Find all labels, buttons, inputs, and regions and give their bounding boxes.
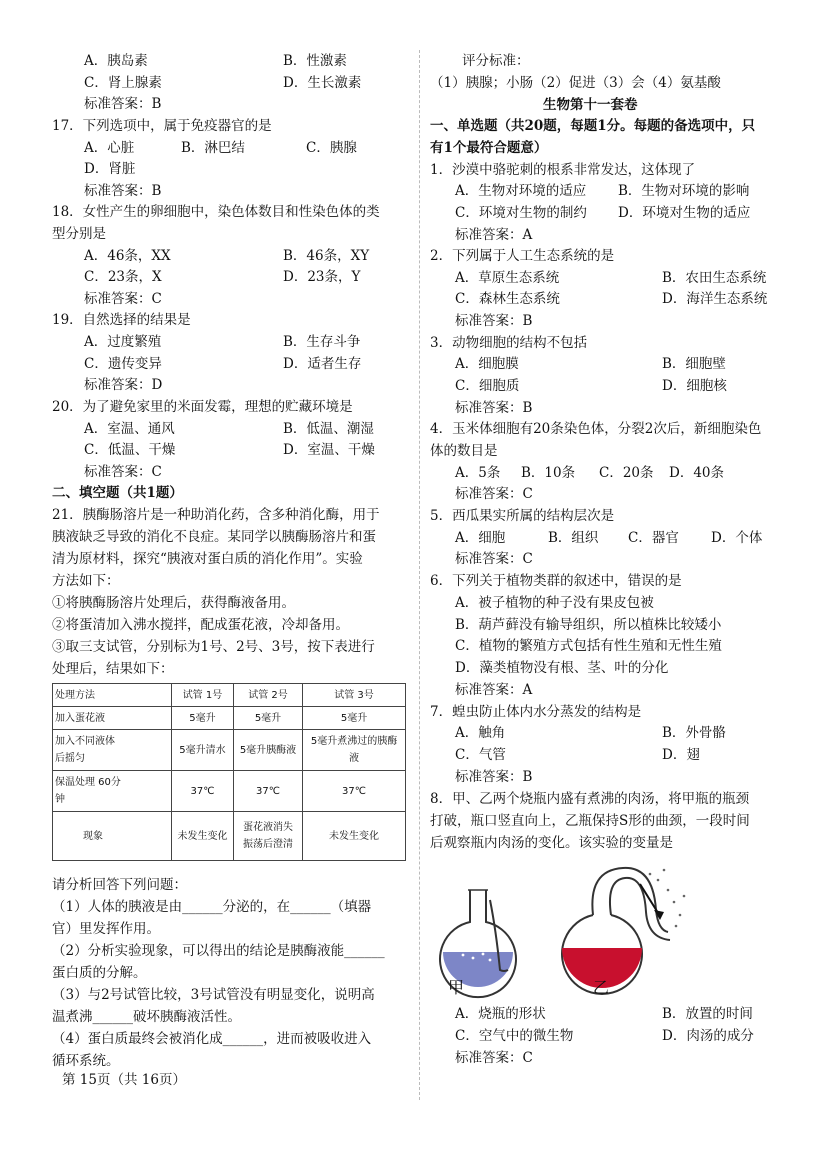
- section-single-choice-line2: 有1个最符合题意）: [430, 140, 548, 156]
- r-q4-option-d: D．40条: [669, 465, 725, 481]
- table-cell-text: 液: [349, 753, 360, 764]
- table-cell-text: 5毫升煮沸过的胰酶: [310, 736, 398, 747]
- figure-label-yi: 乙: [593, 978, 610, 997]
- q21-part1-line1: （1）人体的胰液是由______分泌的，在______（填器: [52, 899, 372, 915]
- table-cell-text: 振荡后澄清: [243, 839, 293, 850]
- r-q7-option-c: C．气管: [455, 747, 506, 763]
- q18-option-a: A．46条，XX: [84, 248, 171, 264]
- q21-prompt: 请分析回答下列问题：: [52, 877, 187, 893]
- table-row: [53, 771, 406, 812]
- r-q7-option-a: A．触角: [455, 725, 506, 741]
- q21-part2-line2: 蛋白质的分解。: [52, 965, 147, 981]
- r-q8-stem-line2: 打破，瓶口竖直向上，乙瓶保持S形的曲颈，一段时间: [430, 813, 750, 829]
- q20-option-a: A．室温、通风: [84, 421, 175, 437]
- q21-intro-line4: 方法如下：: [52, 573, 120, 589]
- q18-option-b: B．46条，XY: [283, 248, 370, 264]
- table-cell: 未发生变化: [172, 812, 234, 861]
- r-q8-option-d: D．肉汤的成分: [662, 1028, 754, 1044]
- r-q4-answer: 标准答案：C: [455, 486, 533, 502]
- table-cell-text: 蛋花液消失: [243, 822, 293, 833]
- q19-option-d: D．适者生存: [283, 356, 362, 372]
- q21-part3-line2: 温煮沸______破坏胰酶液活性。: [52, 1009, 241, 1025]
- r-q4-stem-line1: 4．玉米体细胞有20条染色体，分裂2次后，新细胞染色: [430, 421, 762, 437]
- flask-yi: [562, 868, 685, 994]
- r-q2-option-b: B．农田生态系统: [662, 270, 767, 286]
- q16-answer: 标准答案：B: [84, 96, 162, 112]
- table-header-cell: 试管 3号: [303, 684, 406, 707]
- table-cell-text: 钟: [55, 794, 65, 805]
- q21-step1: ①将胰酶肠溶片处理后，获得酶液备用。: [52, 595, 295, 611]
- q21-intro-line2: 胰液缺乏导致的消化不良症。某同学以胰酶肠溶片和蛋: [52, 529, 376, 545]
- r-q8-option-b: B．放置的时间: [662, 1006, 753, 1022]
- table-cell: 未发生变化: [303, 812, 406, 861]
- q16-option-d: D．生长激素: [283, 75, 362, 91]
- q20-option-d: D．室温、干燥: [283, 442, 375, 458]
- r-q2-option-c: C．森林生态系统: [455, 291, 560, 307]
- r-q8-answer: 标准答案：C: [455, 1050, 533, 1066]
- table-cell-text: 保温处理 60分: [55, 777, 121, 788]
- q20-option-b: B．低温、潮湿: [283, 421, 374, 437]
- r-q5-answer: 标准答案：C: [455, 551, 533, 567]
- r-q5-stem: 5．西瓜果实所属的结构层次是: [430, 508, 615, 524]
- q21-part2-line1: （2）分析实验现象，可以得出的结论是胰酶液能______: [52, 943, 385, 959]
- q16-option-b: B．性激素: [283, 53, 347, 69]
- q18-option-c: C．23条，X: [84, 269, 162, 285]
- table-cell-text: 后摇匀: [55, 753, 85, 764]
- q21-intro-line1: 21．胰酶肠溶片是一种助消化药，含多种消化酶，用于: [52, 507, 380, 523]
- r-q8-option-c: C．空气中的微生物: [455, 1028, 574, 1044]
- table-cell: [303, 730, 406, 771]
- r-q1-option-b: B．生物对环境的影响: [618, 183, 750, 199]
- r-q7-answer: 标准答案：B: [455, 769, 533, 785]
- r-q4-option-a: A．5条: [455, 465, 501, 481]
- r-q4-option-c: C．20条: [599, 465, 654, 481]
- r-q3-answer: 标准答案：B: [455, 400, 533, 416]
- table-header-cell: 试管 2号: [233, 684, 302, 707]
- r-q4-stem-line2: 体的数目是: [430, 443, 498, 459]
- r-q6-option-c: C．植物的繁殖方式包括有性生殖和无性生殖: [455, 638, 722, 654]
- q20-stem: 20．为了避免家里的米面发霉，理想的贮藏环境是: [52, 399, 353, 415]
- r-q3-option-c: C．细胞质: [455, 378, 520, 394]
- r-q2-option-d: D．海洋生态系统: [662, 291, 768, 307]
- table-cell: 现象: [53, 812, 172, 861]
- r-q7-stem: 7．蝗虫防止体内水分蒸发的结构是: [430, 704, 642, 720]
- table-cell-text: 加入不同液体: [55, 736, 115, 747]
- q21-step2: ②将蛋清加入沸水搅拌，配成蛋花液，冷却备用。: [52, 617, 349, 633]
- table-cell: 5毫升: [303, 707, 406, 730]
- r-q2-answer: 标准答案：B: [455, 313, 533, 329]
- table-cell: [53, 730, 172, 771]
- q17-stem: 17．下列选项中，属于免疫器官的是: [52, 118, 272, 134]
- r-q1-option-c: C．环境对生物的制约: [455, 205, 587, 221]
- table-row: [53, 730, 406, 771]
- q16-option-c: C．肾上腺素: [84, 75, 162, 91]
- r-q5-option-d: D．个体: [711, 530, 763, 546]
- q20-option-c: C．低温、干燥: [84, 442, 176, 458]
- page-footer: 第 15页（共 16页）: [62, 1072, 186, 1088]
- table-cell: 5毫升: [172, 707, 234, 730]
- q17-option-d: D．肾脏: [84, 161, 136, 177]
- r-q3-stem: 3．动物细胞的结构不包括: [430, 335, 588, 351]
- flask-experiment-figure: [428, 860, 698, 1000]
- table-cell: 37℃: [233, 771, 302, 812]
- q19-option-b: B．生存斗争: [283, 334, 361, 350]
- q21-step3-line2: 处理后，结果如下：: [52, 661, 174, 677]
- r-q8-option-a: A．烧瓶的形状: [455, 1006, 546, 1022]
- figure-label-jia: 甲: [448, 978, 465, 997]
- column-divider: [419, 50, 421, 1100]
- r-q2-stem: 2．下列属于人工生态系统的是: [430, 248, 615, 264]
- q20-answer: 标准答案：C: [84, 464, 162, 480]
- q18-stem-line1: 18．女性产生的卵细胞中，染色体数目和性染色体的类: [52, 204, 380, 220]
- q21-part3-line1: （3）与2号试管比较，3号试管没有明显变化，说明高: [52, 987, 375, 1003]
- table-cell: 37℃: [172, 771, 234, 812]
- table-row: [53, 707, 406, 730]
- r-q5-option-b: B．组织: [548, 530, 599, 546]
- q21-intro-line3: 清为原材料，探究“胰液对蛋白质的消化作用”。实验: [52, 551, 363, 567]
- table-cell: [53, 771, 172, 812]
- set-title: 生物第十一套卷: [543, 97, 638, 113]
- r-q5-option-a: A．细胞: [455, 530, 506, 546]
- r-q3-option-a: A．细胞膜: [455, 356, 519, 372]
- r-q3-option-d: D．细胞核: [662, 378, 727, 394]
- q21-part4-line2: 循环系统。: [52, 1053, 120, 1069]
- r-q1-option-a: A．生物对环境的适应: [455, 183, 587, 199]
- air-arrow-head-icon: [654, 910, 664, 920]
- r-q2-option-a: A．草原生态系统: [455, 270, 560, 286]
- r-q6-option-a: A．被子植物的种子没有果皮包被: [455, 595, 654, 611]
- q18-answer: 标准答案：C: [84, 291, 162, 307]
- criteria-text: （1）胰腺；小肠（2）促进（3）会（4）氨基酸: [430, 75, 721, 91]
- r-q4-option-b: B．10条: [521, 465, 576, 481]
- criteria-label: 评分标准：: [462, 53, 530, 69]
- q21-part1-line2: 官）里发挥作用。: [52, 921, 160, 937]
- q21-step3-line1: ③取三支试管，分别标为1号、2号、3号，按下表进行: [52, 639, 375, 655]
- q16-option-a: A．胰岛素: [84, 53, 148, 69]
- experiment-table: [52, 683, 406, 861]
- r-q1-stem: 1．沙漠中骆驼刺的根系非常发达，这体现了: [430, 162, 696, 178]
- r-q1-answer: 标准答案：A: [455, 227, 533, 243]
- table-cell: 5毫升胰酶液: [233, 730, 302, 771]
- r-q6-answer: 标准答案：A: [455, 682, 533, 698]
- q19-answer: 标准答案：D: [84, 377, 163, 393]
- q17-option-a: A．心脏: [84, 140, 135, 156]
- q19-stem: 19．自然选择的结果是: [52, 312, 191, 328]
- r-q6-option-d: D．藻类植物没有根、茎、叶的分化: [455, 660, 669, 676]
- q19-option-c: C．遗传变异: [84, 356, 162, 372]
- q18-option-d: D．23条，Y: [283, 269, 361, 285]
- q18-stem-line2: 型分别是: [52, 226, 106, 242]
- r-q6-option-b: B．葫芦藓没有输导组织，所以植株比较矮小: [455, 617, 722, 633]
- table-cell: 加入蛋花液: [53, 707, 172, 730]
- r-q3-option-b: B．细胞壁: [662, 356, 726, 372]
- table-cell: 37℃: [303, 771, 406, 812]
- q17-option-c: C．胰腺: [306, 140, 357, 156]
- table-cell: [233, 812, 302, 861]
- q17-option-b: B．淋巴结: [181, 140, 245, 156]
- r-q6-stem: 6．下列关于植物类群的叙述中，错误的是: [430, 573, 682, 589]
- table-header-cell: 处理方法: [53, 684, 172, 707]
- table-cell: 5毫升: [233, 707, 302, 730]
- section-single-choice-line1: 一、单选题（共20题，每题1分。每题的备选项中，只: [430, 118, 756, 134]
- table-cell: 5毫升清水: [172, 730, 234, 771]
- r-q5-option-c: C．器官: [628, 530, 679, 546]
- table-header-row: [53, 684, 406, 707]
- r-q1-option-d: D．环境对生物的适应: [618, 205, 751, 221]
- r-q8-stem-line3: 后观察瓶内肉汤的变化。该实验的变量是: [430, 835, 673, 851]
- r-q7-option-b: B．外骨骼: [662, 725, 726, 741]
- section-fill-in-title: 二、填空题（共1题）: [52, 485, 183, 501]
- q17-answer: 标准答案：B: [84, 183, 162, 199]
- q19-option-a: A．过度繁殖: [84, 334, 162, 350]
- r-q8-stem-line1: 8．甲、乙两个烧瓶内盛有煮沸的肉汤，将甲瓶的瓶颈: [430, 791, 750, 807]
- table-header-cell: 试管 1号: [172, 684, 234, 707]
- q21-part4-line1: （4）蛋白质最终会被消化成______，进而被吸收进入: [52, 1031, 372, 1047]
- table-row: [53, 812, 406, 861]
- r-q7-option-d: D．翅: [662, 747, 700, 763]
- flask-yi-s-neck-inner: [610, 878, 670, 940]
